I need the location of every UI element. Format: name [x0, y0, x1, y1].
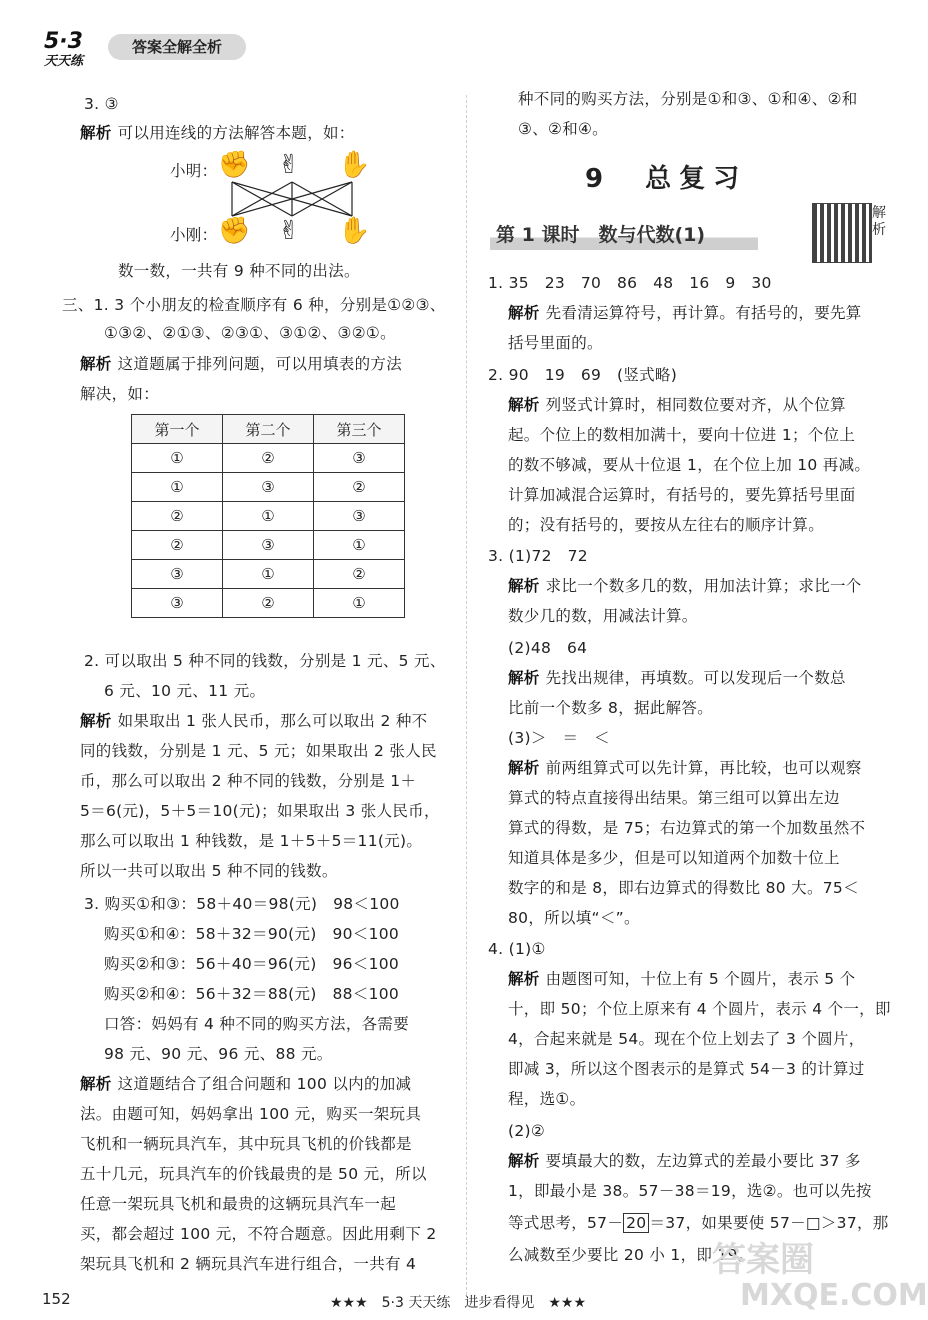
hand-scissors-icon: ✌	[278, 150, 300, 180]
text-line: 1. 35 23 70 86 48 16 9 30	[488, 274, 772, 292]
jiexi-tag: 解析	[80, 1075, 112, 1093]
table-cell: ③	[314, 502, 405, 531]
jiexi-tag: 解析	[508, 759, 540, 777]
text-line: 十，即 50；个位上原来有 4 个圆片，表示 4 个一，即	[508, 1000, 891, 1018]
logo-bottom: 天天练	[44, 54, 84, 69]
table-cell: ②	[132, 531, 223, 560]
table-cell: ①	[223, 560, 314, 589]
page-number: 152	[42, 1290, 71, 1308]
table-header: 第一个	[132, 415, 223, 444]
jiexi-tag: 解析	[80, 355, 112, 373]
q3-answer: 3. ③	[84, 95, 119, 113]
text: 要填最大的数，左边算式的差最小要比 37 多	[545, 1152, 861, 1170]
text-line: 购买②和④：56＋32＝88(元) 88＜100	[104, 985, 400, 1003]
jiexi-tag: 解析	[508, 970, 540, 988]
text: 先看清运算符号，再计算。有括号的，要先算	[545, 304, 862, 322]
text-line: 数少几的数，用减法计算。	[508, 607, 698, 625]
table-cell: ②	[223, 589, 314, 618]
text-line: 数字的和是 8，即右边算式的得数比 80 大。75＜	[508, 879, 859, 897]
text: 前两组算式可以先计算，再比较，也可以观察	[545, 759, 862, 777]
text-line: 飞机和一辆玩具汽车，其中玩具飞机的价钱都是	[80, 1135, 412, 1153]
table-cell: ①	[132, 473, 223, 502]
text-line: 的数不够减，要从十位退 1，在个位上加 10 再减。	[508, 456, 871, 474]
watermark-text: 答案圈	[712, 1240, 814, 1280]
text-line: 6 元、10 元、11 元。	[104, 682, 266, 700]
analysis-line	[80, 122, 355, 144]
lesson-title: 第 1 课时 数与代数(1)	[496, 224, 706, 246]
text-line: 口答：妈妈有 4 种不同的购买方法，各需要	[104, 1015, 410, 1033]
table-row	[132, 531, 405, 560]
analysis-line	[508, 667, 846, 689]
table-cell: ②	[314, 473, 405, 502]
text-line: 2. 可以取出 5 种不同的钱数，分别是 1 元、5 元、	[84, 652, 446, 670]
analysis-line	[80, 1073, 411, 1095]
text-line: 任意一架玩具飞机和最贵的这辆玩具汽车一起	[80, 1195, 397, 1213]
boxed-number: 20	[623, 1213, 649, 1233]
jiexi-tag: 解析	[508, 304, 540, 322]
text: 如果取出 1 张人民币，那么可以取出 2 种不	[117, 712, 428, 730]
text-line: 即减 3，所以这个图表示的是算式 54－3 的计算过	[508, 1060, 865, 1078]
text-line: 架玩具飞机和 2 辆玩具汽车进行组合，一共有 4	[80, 1255, 417, 1273]
analysis-line	[80, 710, 427, 732]
table-cell: ③	[132, 560, 223, 589]
text-line	[508, 1212, 889, 1234]
watermark-url: MXQE.COM	[740, 1278, 928, 1313]
xiaoming-label: 小明：	[170, 162, 218, 180]
text-line: 算式的得数，是 75；右边算式的第一个加数虽然不	[508, 819, 866, 837]
hand-paper-icon: ✋	[338, 216, 371, 246]
text-line: (2)48 64	[508, 639, 588, 657]
text-line: 4，合起来就是 54。现在个位上划去了 3 个圆片，	[508, 1030, 865, 1048]
table-row	[132, 560, 405, 589]
text-line: 五十几元，玩具汽车的价钱最贵的是 50 元，所以	[80, 1165, 427, 1183]
table-cell: ③	[223, 531, 314, 560]
jiexi-tag: 解析	[80, 124, 112, 142]
text-line: 法。由题可知，妈妈拿出 100 元，购买一架玩具	[80, 1105, 422, 1123]
text-line: 那么可以取出 1 种钱数，是 1＋5＋5＝11(元)。	[80, 832, 423, 850]
text-line: (3)＞ ＝ ＜	[508, 729, 610, 747]
table-row	[132, 502, 405, 531]
table-cell: ①	[223, 502, 314, 531]
jiexi-tag: 解析	[508, 577, 540, 595]
table-cell: ③	[314, 444, 405, 473]
permutation-table	[131, 414, 405, 618]
header-title: 答案全解全析	[108, 34, 246, 60]
text-line: 98 元、90 元、96 元、88 元。	[104, 1045, 333, 1063]
chapter-title: 9 总复习	[585, 164, 748, 194]
brand-logo	[44, 29, 106, 72]
text-line: 3. 购买①和③：58＋40＝98(元) 98＜100	[84, 895, 400, 913]
hand-paper-icon: ✋	[338, 150, 371, 180]
table-cell: ②	[314, 560, 405, 589]
text: 等式思考，57－	[508, 1214, 624, 1232]
analysis-line	[508, 1150, 861, 1172]
analysis-line	[508, 302, 862, 324]
analysis-line	[508, 968, 855, 990]
text: 列竖式计算时，相同数位要对齐，从个位算	[545, 396, 846, 414]
text-line: 同的钱数，分别是 1 元、5 元；如果取出 2 张人民	[80, 742, 437, 760]
text: 求比一个数多几的数，用加法计算；求比一个	[545, 577, 862, 595]
text-line: 比前一个数多 8，据此解答。	[508, 699, 713, 717]
text-line: 所以一共可以取出 5 种不同的钱数。	[80, 862, 338, 880]
text-line: 80，所以填“＜”。	[508, 909, 640, 927]
text-line: 解决，如：	[80, 385, 160, 403]
text-line: 的；没有括号的，要按从左往右的顺序计算。	[508, 516, 825, 534]
text-line: (2)②	[508, 1122, 546, 1140]
text-line: 3. (1)72 72	[488, 547, 588, 565]
text: 可以用连线的方法解答本题，如：	[117, 124, 355, 142]
text-line: 起。个位上的数相加满十，要向十位进 1；个位上	[508, 426, 856, 444]
qr-code[interactable]	[812, 203, 872, 263]
hand-scissors-icon: ✌	[278, 216, 300, 246]
analysis-line	[508, 575, 862, 597]
table-cell: ①	[314, 531, 405, 560]
text: 由题图可知，十位上有 5 个圆片，表示 5 个	[545, 970, 856, 988]
text: 先找出规律，再填数。可以发现后一个数总	[545, 669, 846, 687]
table-cell: ①	[314, 589, 405, 618]
text-line: ③、②和④。	[518, 120, 608, 138]
text-line: 币，那么可以取出 2 种不同的钱数，分别是 1＋	[80, 772, 417, 790]
table-header: 第三个	[314, 415, 405, 444]
hand-fist-icon: ✊	[218, 216, 251, 246]
text: ＝37，如果要使 57－□＞37，那	[649, 1214, 889, 1232]
text-line: 括号里面的。	[508, 334, 603, 352]
table-row	[132, 589, 405, 618]
analysis-line	[508, 394, 846, 416]
text-line: ①③②、②①③、②③①、③①②、③②①。	[104, 324, 396, 342]
table-cell: ②	[132, 502, 223, 531]
table-row	[132, 444, 405, 473]
connection-lines	[218, 180, 368, 220]
table-header: 第二个	[223, 415, 314, 444]
text-line: 买，都会超过 100 元，不符合题意。因此用剩下 2	[80, 1225, 437, 1243]
text-line: 程，选①。	[508, 1090, 586, 1108]
logo-top: 5·3	[44, 29, 83, 54]
table-cell: ③	[132, 589, 223, 618]
table-cell: ①	[132, 444, 223, 473]
table-row	[132, 473, 405, 502]
table-cell: ③	[223, 473, 314, 502]
qr-label: 解析	[872, 205, 886, 238]
xiaogang-label: 小刚：	[170, 226, 218, 244]
text-line: 4. (1)①	[488, 940, 546, 958]
text: 这道题属于排列问题，可以用填表的方法	[117, 355, 403, 373]
text-line: 2. 90 19 69 (竖式略)	[488, 366, 678, 384]
text-line: 数一数，一共有 9 种不同的出法。	[118, 262, 360, 280]
analysis-line	[508, 757, 862, 779]
column-divider	[466, 95, 467, 1295]
jiexi-tag: 解析	[508, 1152, 540, 1170]
footer-slogan: ★★★ 5·3 天天练 进步看得见 ★★★	[330, 1295, 587, 1311]
text-line: 种不同的购买方法，分别是①和③、①和④、②和	[518, 90, 858, 108]
text-line: 三、1. 3 个小朋友的检查顺序有 6 种，分别是①②③、	[62, 296, 446, 314]
jiexi-tag: 解析	[80, 712, 112, 730]
jiexi-tag: 解析	[508, 669, 540, 687]
text: 这道题结合了组合问题和 100 以内的加减	[117, 1075, 412, 1093]
text-line: 么减数至少要比 20 小 1，即 19。	[508, 1246, 754, 1264]
text-line: 计算加减混合运算时，有括号的，要先算括号里面	[508, 486, 856, 504]
table-header-row	[132, 415, 405, 444]
hand-fist-icon: ✊	[218, 150, 251, 180]
analysis-line	[80, 353, 402, 375]
jiexi-tag: 解析	[508, 396, 540, 414]
table-cell: ②	[223, 444, 314, 473]
text-line: 购买②和③：56＋40＝96(元) 96＜100	[104, 955, 400, 973]
text-line: 算式的特点直接得出结果。第三组可以算出左边	[508, 789, 840, 807]
text-line: 1，即最小是 38。57－38＝19，选②。也可以先按	[508, 1182, 872, 1200]
text-line: 购买①和④：58＋32＝90(元) 90＜100	[104, 925, 400, 943]
text-line: 5＝6(元)，5＋5＝10(元)；如果取出 3 张人民币，	[80, 802, 440, 820]
text-line: 知道具体是多少，但是可以知道两个加数十位上	[508, 849, 840, 867]
